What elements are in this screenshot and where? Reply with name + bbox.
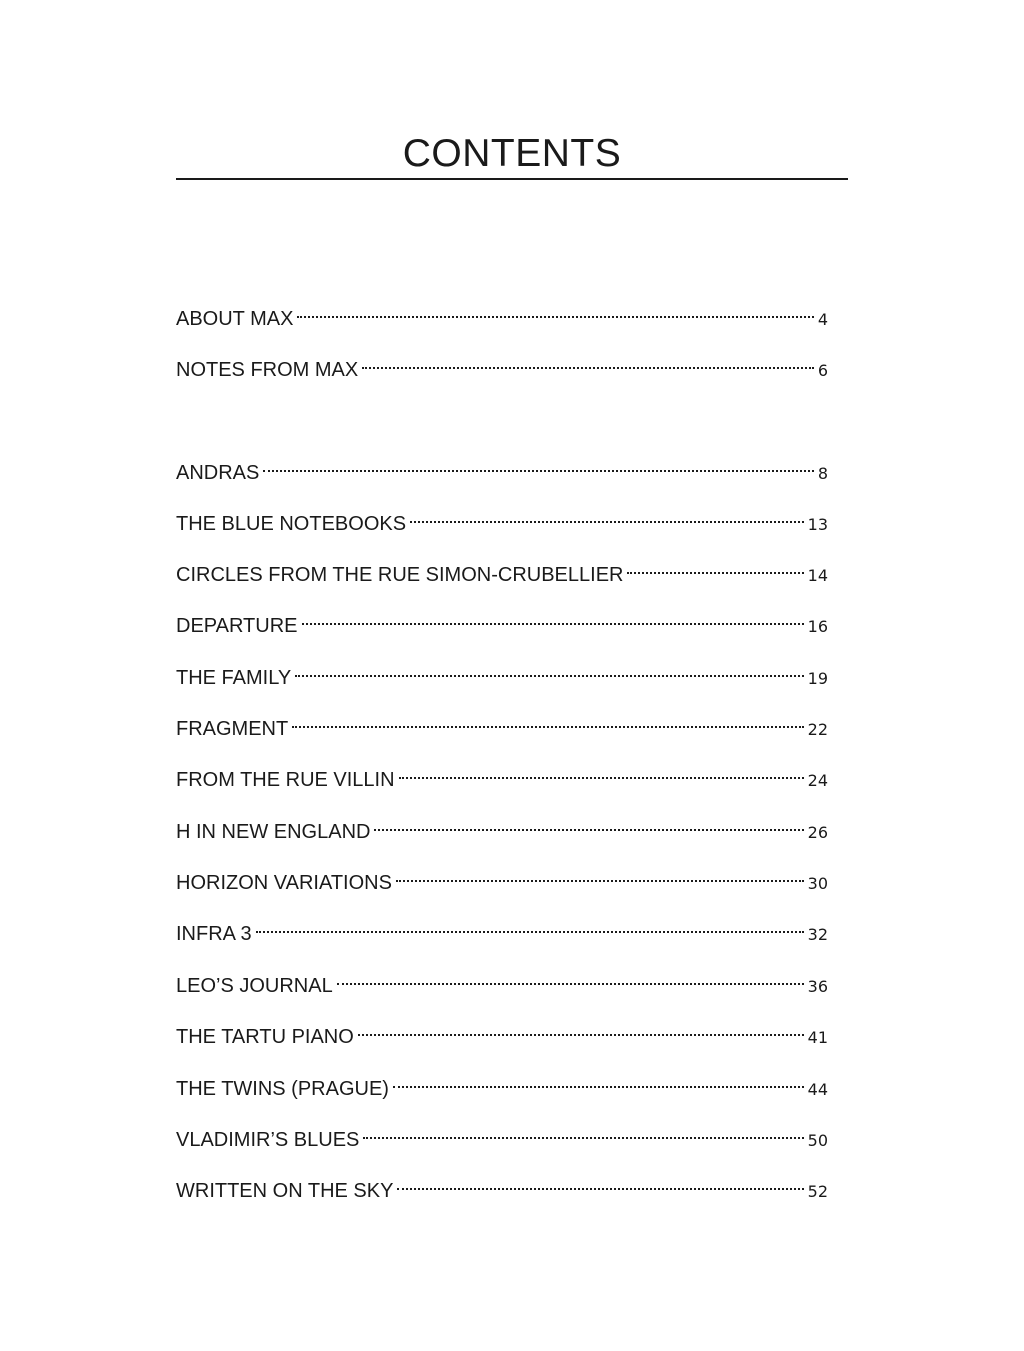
toc-entry-title: THE BLUE NOTEBOOKS (176, 513, 407, 535)
toc-entry-page: 14 (807, 566, 828, 585)
toc-entry-from-the-rue-villin[interactable] (176, 756, 828, 791)
toc-entry-page: 26 (807, 823, 828, 842)
dot-leader (374, 808, 803, 838)
toc-entry-departure[interactable] (176, 602, 828, 637)
toc-entry-page: 24 (807, 771, 828, 790)
toc-entry-title: FROM THE RUE VILLIN (176, 769, 395, 791)
toc-entry-title: ABOUT MAX (176, 308, 294, 330)
toc-entry-page: 52 (807, 1182, 828, 1201)
dot-leader (393, 1065, 804, 1095)
toc-entry-vladimirs-blues[interactable] (176, 1116, 828, 1151)
page-title: CONTENTS (402, 132, 622, 175)
toc-entry-title: VLADIMIR’S BLUES (176, 1129, 360, 1151)
toc-entry-fragment[interactable] (176, 705, 828, 740)
toc-entry-title: HORIZON VARIATIONS (176, 872, 392, 894)
dot-leader (297, 295, 813, 325)
toc-entry-page: 19 (807, 669, 828, 688)
toc-entry-horizon-variations[interactable] (176, 859, 828, 894)
toc-entry-about-max[interactable] (176, 295, 828, 330)
toc-entry-the-blue-notebooks[interactable] (176, 500, 828, 535)
dot-leader (295, 654, 803, 684)
toc-entry-page: 13 (807, 515, 828, 534)
toc-entry-page: 50 (807, 1131, 828, 1150)
title-rule (176, 178, 848, 180)
dot-leader (362, 346, 814, 376)
toc-entry-written-on-the-sky[interactable] (176, 1167, 828, 1202)
dot-leader (292, 705, 803, 735)
toc-entry-title: WRITTEN ON THE SKY (176, 1180, 394, 1202)
dot-leader (397, 1167, 803, 1197)
toc-entry-page: 8 (817, 464, 828, 483)
dot-leader (363, 1116, 803, 1146)
dot-leader (337, 962, 804, 992)
toc-entry-leos-journal[interactable] (176, 962, 828, 997)
dot-leader (399, 756, 804, 786)
toc-entry-title: THE FAMILY (176, 667, 292, 689)
toc-entry-page: 41 (807, 1028, 828, 1047)
toc-entry-title: THE TARTU PIANO (176, 1026, 354, 1048)
toc-entry-page: 44 (807, 1080, 828, 1099)
toc-entry-page: 30 (807, 874, 828, 893)
toc-entry-title: FRAGMENT (176, 718, 289, 740)
toc-entry-andras[interactable] (176, 449, 828, 484)
toc-entry-page: 36 (807, 977, 828, 996)
dot-leader (302, 602, 804, 632)
toc-entry-page: 6 (817, 361, 828, 380)
toc-entry-page: 32 (807, 925, 828, 944)
toc-entry-circles[interactable] (176, 551, 828, 586)
dot-leader (396, 859, 804, 889)
dot-leader (256, 910, 804, 940)
toc-entry-the-tartu-piano[interactable] (176, 1013, 828, 1048)
toc-entry-title: NOTES FROM MAX (176, 359, 359, 381)
toc-entry-the-twins-prague[interactable] (176, 1065, 828, 1100)
toc-entry-page: 22 (807, 720, 828, 739)
toc-entry-title: INFRA 3 (176, 923, 252, 945)
dot-leader (358, 1013, 804, 1043)
toc-entry-notes-from-max[interactable] (176, 346, 828, 381)
toc-entry-title: ANDRAS (176, 462, 260, 484)
toc-entry-title: THE TWINS (PRAGUE) (176, 1078, 389, 1100)
toc-entry-title: LEO’S JOURNAL (176, 975, 333, 997)
toc-entry-infra-3[interactable] (176, 910, 828, 945)
toc-entry-the-family[interactable] (176, 654, 828, 689)
dot-leader (410, 500, 804, 530)
dot-leader (627, 551, 803, 581)
toc-entry-title: DEPARTURE (176, 615, 298, 637)
toc-entry-title: CIRCLES FROM THE RUE SIMON-CRUBELLIER (176, 564, 624, 586)
toc-entry-page: 4 (817, 310, 828, 329)
toc-entry-h-in-new-england[interactable] (176, 808, 828, 843)
toc-entry-title: H IN NEW ENGLAND (176, 821, 371, 843)
dot-leader (263, 449, 813, 479)
toc-entry-page: 16 (807, 617, 828, 636)
